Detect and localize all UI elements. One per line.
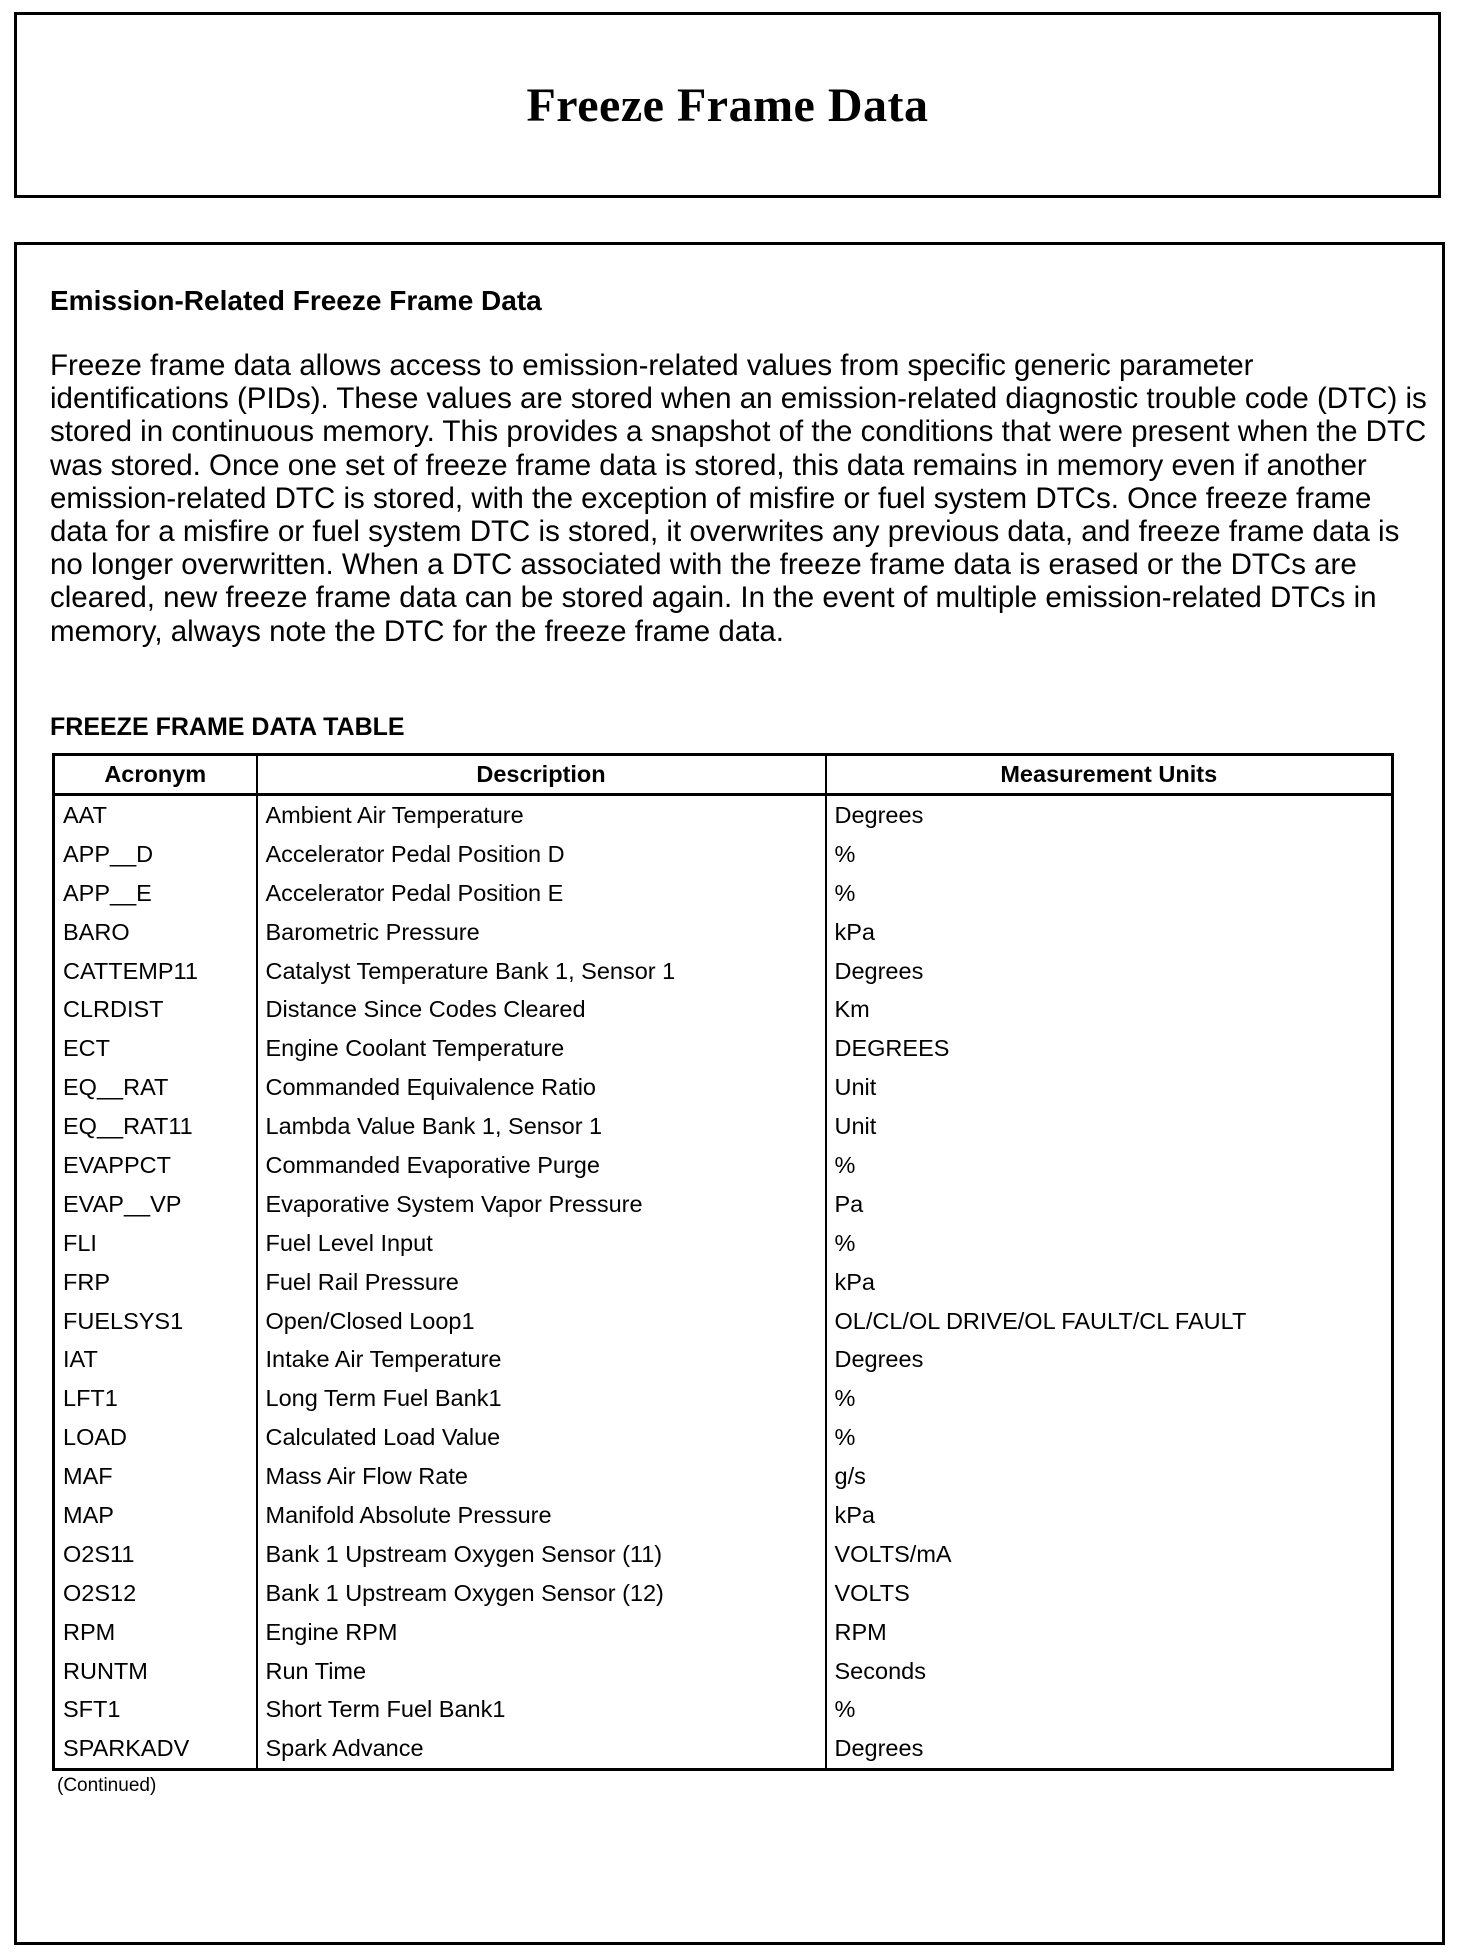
description-cell: Manifold Absolute Pressure xyxy=(257,1496,826,1535)
table-row xyxy=(54,913,1393,952)
units-cell: Degrees xyxy=(826,1729,1393,1769)
acronym-cell: FRP xyxy=(54,1263,257,1302)
table-row xyxy=(54,1263,1393,1302)
units-cell: OL/CL/OL DRIVE/OL FAULT/CL FAULT xyxy=(826,1302,1393,1341)
description-cell: Fuel Level Input xyxy=(257,1224,826,1263)
units-cell: Degrees xyxy=(826,1340,1393,1379)
description-cell: Engine RPM xyxy=(257,1613,826,1652)
units-cell: kPa xyxy=(826,913,1393,952)
table-row xyxy=(54,1729,1393,1769)
acronym-cell: BARO xyxy=(54,913,257,952)
continued-note: (Continued) xyxy=(57,1775,157,1796)
table-row xyxy=(54,952,1393,991)
units-cell: % xyxy=(826,874,1393,913)
section-heading: Emission-Related Freeze Frame Data xyxy=(50,285,542,316)
description-cell: Spark Advance xyxy=(257,1729,826,1769)
units-cell: g/s xyxy=(826,1457,1393,1496)
table-title: FREEZE FRAME DATA TABLE xyxy=(50,713,405,741)
acronym-cell: MAF xyxy=(54,1457,257,1496)
section-paragraph: Freeze frame data allows access to emission-related values from specific generic parameter identifications (PIDs). These values are stored when an emission-related diagnostic trouble code (DTC) is stored in continuous memory. This provides a snapshot of the conditions that were present when the DTC was stored. Once one set of freeze frame data is stored, this data remains in memory even if another emission-related DTC is stored, with the exception of misfire or fuel system DTCs. Once freeze frame data for a misfire or fuel system DTC is stored, it overwrites any previous data, and freeze frame data is no longer overwritten. When a DTC associated with the freeze frame data is erased or the DTCs are cleared, new freeze frame data can be stored again. In the event of multiple emission-related DTCs in memory, always note the DTC for the freeze frame data. xyxy=(50,349,1427,648)
acronym-cell: FLI xyxy=(54,1224,257,1263)
description-cell: Commanded Evaporative Purge xyxy=(257,1146,826,1185)
units-cell: Pa xyxy=(826,1185,1393,1224)
header-acronym: Acronym xyxy=(54,755,257,795)
title-box xyxy=(14,12,1441,198)
acronym-cell: O2S11 xyxy=(54,1535,257,1574)
table-row xyxy=(54,1535,1393,1574)
units-cell: Degrees xyxy=(826,795,1393,835)
table-row xyxy=(54,1613,1393,1652)
acronym-cell: EVAPPCT xyxy=(54,1146,257,1185)
table-row xyxy=(54,795,1393,835)
units-cell: % xyxy=(826,835,1393,874)
units-cell: kPa xyxy=(826,1496,1393,1535)
acronym-cell: APP__D xyxy=(54,835,257,874)
header-units: Measurement Units xyxy=(826,755,1393,795)
units-cell: Unit xyxy=(826,1068,1393,1107)
units-cell: kPa xyxy=(826,1263,1393,1302)
acronym-cell: LFT1 xyxy=(54,1379,257,1418)
description-cell: Accelerator Pedal Position E xyxy=(257,874,826,913)
description-cell: Mass Air Flow Rate xyxy=(257,1457,826,1496)
acronym-cell: MAP xyxy=(54,1496,257,1535)
acronym-cell: O2S12 xyxy=(54,1574,257,1613)
content-box xyxy=(14,242,1445,1945)
units-cell: VOLTS/mA xyxy=(826,1535,1393,1574)
description-cell: Bank 1 Upstream Oxygen Sensor (12) xyxy=(257,1574,826,1613)
table-row xyxy=(54,1690,1393,1729)
header-description: Description xyxy=(257,755,826,795)
table-row xyxy=(54,990,1393,1029)
acronym-cell: LOAD xyxy=(54,1418,257,1457)
table-row xyxy=(54,1185,1393,1224)
units-cell: VOLTS xyxy=(826,1574,1393,1613)
description-cell: Catalyst Temperature Bank 1, Sensor 1 xyxy=(257,952,826,991)
description-cell: Lambda Value Bank 1, Sensor 1 xyxy=(257,1107,826,1146)
units-cell: % xyxy=(826,1379,1393,1418)
description-cell: Fuel Rail Pressure xyxy=(257,1263,826,1302)
table-row xyxy=(54,1652,1393,1691)
table-row xyxy=(54,1418,1393,1457)
acronym-cell: RPM xyxy=(54,1613,257,1652)
acronym-cell: FUELSYS1 xyxy=(54,1302,257,1341)
description-cell: Calculated Load Value xyxy=(257,1418,826,1457)
table-row xyxy=(54,1068,1393,1107)
table-row xyxy=(54,835,1393,874)
acronym-cell: CATTEMP11 xyxy=(54,952,257,991)
acronym-cell: AAT xyxy=(54,795,257,835)
table-row xyxy=(54,1457,1393,1496)
table-row xyxy=(54,1340,1393,1379)
units-cell: % xyxy=(826,1224,1393,1263)
table-row xyxy=(54,1224,1393,1263)
table-row xyxy=(54,1146,1393,1185)
acronym-cell: RUNTM xyxy=(54,1652,257,1691)
description-cell: Engine Coolant Temperature xyxy=(257,1029,826,1068)
description-cell: Accelerator Pedal Position D xyxy=(257,835,826,874)
units-cell: Km xyxy=(826,990,1393,1029)
description-cell: Ambient Air Temperature xyxy=(257,795,826,835)
description-cell: Long Term Fuel Bank1 xyxy=(257,1379,826,1418)
table-row xyxy=(54,1302,1393,1341)
acronym-cell: IAT xyxy=(54,1340,257,1379)
units-cell: % xyxy=(826,1690,1393,1729)
description-cell: Distance Since Codes Cleared xyxy=(257,990,826,1029)
units-cell: RPM xyxy=(826,1613,1393,1652)
table-row xyxy=(54,1379,1393,1418)
units-cell: % xyxy=(826,1146,1393,1185)
description-cell: Bank 1 Upstream Oxygen Sensor (11) xyxy=(257,1535,826,1574)
page-title: Freeze Frame Data xyxy=(526,78,929,132)
acronym-cell: SFT1 xyxy=(54,1690,257,1729)
table-header-row xyxy=(54,755,1393,795)
table-row xyxy=(54,1574,1393,1613)
units-cell: Seconds xyxy=(826,1652,1393,1691)
acronym-cell: APP__E xyxy=(54,874,257,913)
units-cell: DEGREES xyxy=(826,1029,1393,1068)
table-row xyxy=(54,1107,1393,1146)
units-cell: % xyxy=(826,1418,1393,1457)
acronym-cell: EVAP__VP xyxy=(54,1185,257,1224)
description-cell: Commanded Equivalence Ratio xyxy=(257,1068,826,1107)
description-cell: Intake Air Temperature xyxy=(257,1340,826,1379)
description-cell: Open/Closed Loop1 xyxy=(257,1302,826,1341)
description-cell: Barometric Pressure xyxy=(257,913,826,952)
units-cell: Degrees xyxy=(826,952,1393,991)
acronym-cell: SPARKADV xyxy=(54,1729,257,1769)
freeze-frame-table xyxy=(52,753,1394,1771)
table-row xyxy=(54,1029,1393,1068)
table-row xyxy=(54,874,1393,913)
description-cell: Evaporative System Vapor Pressure xyxy=(257,1185,826,1224)
table-row xyxy=(54,1496,1393,1535)
acronym-cell: CLRDIST xyxy=(54,990,257,1029)
acronym-cell: EQ__RAT11 xyxy=(54,1107,257,1146)
acronym-cell: EQ__RAT xyxy=(54,1068,257,1107)
acronym-cell: ECT xyxy=(54,1029,257,1068)
units-cell: Unit xyxy=(826,1107,1393,1146)
description-cell: Short Term Fuel Bank1 xyxy=(257,1690,826,1729)
description-cell: Run Time xyxy=(257,1652,826,1691)
